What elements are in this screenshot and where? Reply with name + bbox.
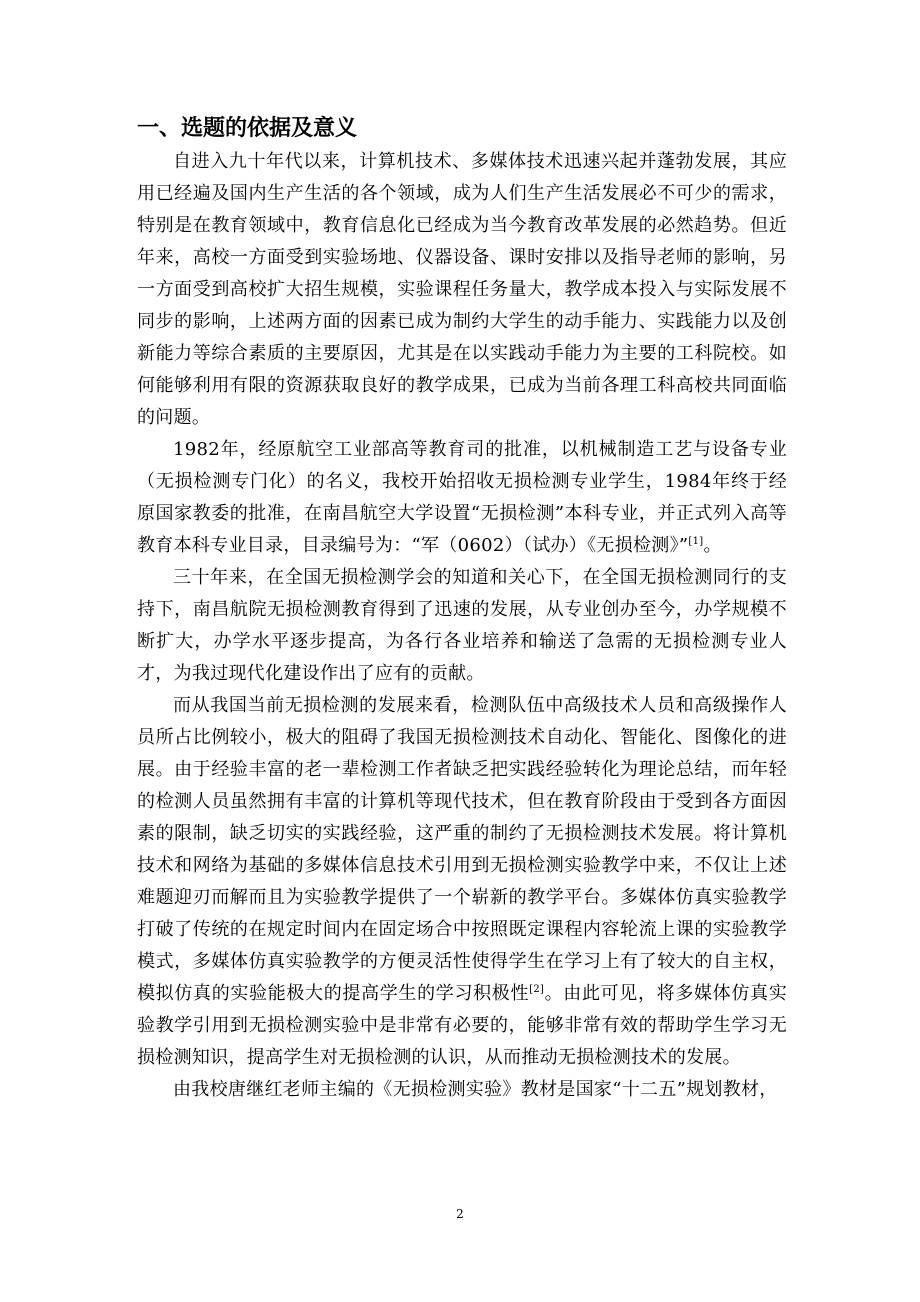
paragraph-2	[137, 434, 787, 562]
paragraph-text-tail: 。由此可见，将多媒体仿真实验教学引用到无损检测实验中是非常有必要的，能够非常有效的帮助学生学习无损检测知识，提高学生对无损检测的认识，从而推动无损检测技术的发展。	[137, 983, 787, 1068]
paragraph-1	[137, 146, 787, 434]
paragraph-text: 自进入九十年代以来，计算机技术、多媒体技术迅速兴起并蓬勃发展，其应用已经遍及国内生产生活的各个领域，成为人们生产生活发展必不可少的需求，特别是在教育领域中，教育信息化已经成为当今教育改革发展的必然趋势。但近年来，高校一方面受到实验场地、仪器设备、课时安排以及指导老师的影响，另一方面受到高校扩大招生规模，实验课程任务量大，教学成本投入与实际发展不同步的影响，上述两方面的因素已成为制约大学生的动手能力、实践能力以及创新能力等综合素质的主要原因，尤其是在以实践动手能力为主要的工科院校。如何能够利用有限的资源获取良好的教学成果，已成为当前各理工科高校共同面临的问题。	[137, 151, 787, 428]
page-number: 2	[456, 1207, 464, 1221]
paragraph-text: 而从我国当前无损检测的发展来看，检测队伍中高级技术人员和高级操作人员所占比例较小，极大的阻碍了我国无损检测技术自动化、智能化、图像化的进展。由于经验丰富的老一辈检测工作者缺乏把实践经验转化为理论总结，而年轻的检测人员虽然拥有丰富的计算机等现代技术，但在教育阶段由于受到各方面因素的限制，缺乏切实的实践经验，这严重的制约了无损检测技术发展。将计算机技术和网络为基础的多媒体信息技术引用到无损检测实验教学中来，不仅让上述难题迎刃而解而且为实验教学提供了一个崭新的教学平台。多媒体仿真实验教学打破了传统的在规定时间内在固定场合中按照既定课程内容轮流上课的实验教学模式，多媒体仿真实验教学的方便灵活性使得学生在学习上有了较大的自主权，模拟仿真的实验能极大的提高学生的学习积极性	[137, 695, 787, 1004]
paragraph-5	[137, 1074, 787, 1106]
citation-ref: [1]	[688, 536, 704, 547]
paragraph-text: 1982年，经原航空工业部高等教育司的批准，以机械制造工艺与设备专业（无损检测专门化）的名义，我校开始招收无损检测专业学生，1984年终于经原国家教委的批准，在南昌航空大学设置“无损检测”本科专业，并正式列入高等教育本科专业目录，目录编号为：“军（0602）（试办）《无损检测》”	[137, 439, 787, 556]
paragraph-4	[137, 690, 787, 1074]
citation-ref: [2]	[529, 984, 545, 995]
paragraph-text: 由我校唐继红老师主编的《无损检测实验》教材是国家“十二五”规划教材，	[173, 1079, 778, 1100]
paragraph-3	[137, 562, 787, 690]
body-text	[137, 146, 787, 1106]
paragraph-text: 三十年来，在全国无损检测学会的知道和关心下，在全国无损检测同行的支持下，南昌航院无损检测教育得到了迅速的发展，从专业创办至今，办学规模不断扩大，办学水平逐步提高，为各行各业培养和输送了急需的无损检测专业人才，为我过现代化建设作出了应有的贡献。	[137, 567, 787, 684]
paragraph-text-tail: 。	[703, 535, 722, 556]
section-heading: 一、选题的依据及意义	[137, 116, 358, 141]
